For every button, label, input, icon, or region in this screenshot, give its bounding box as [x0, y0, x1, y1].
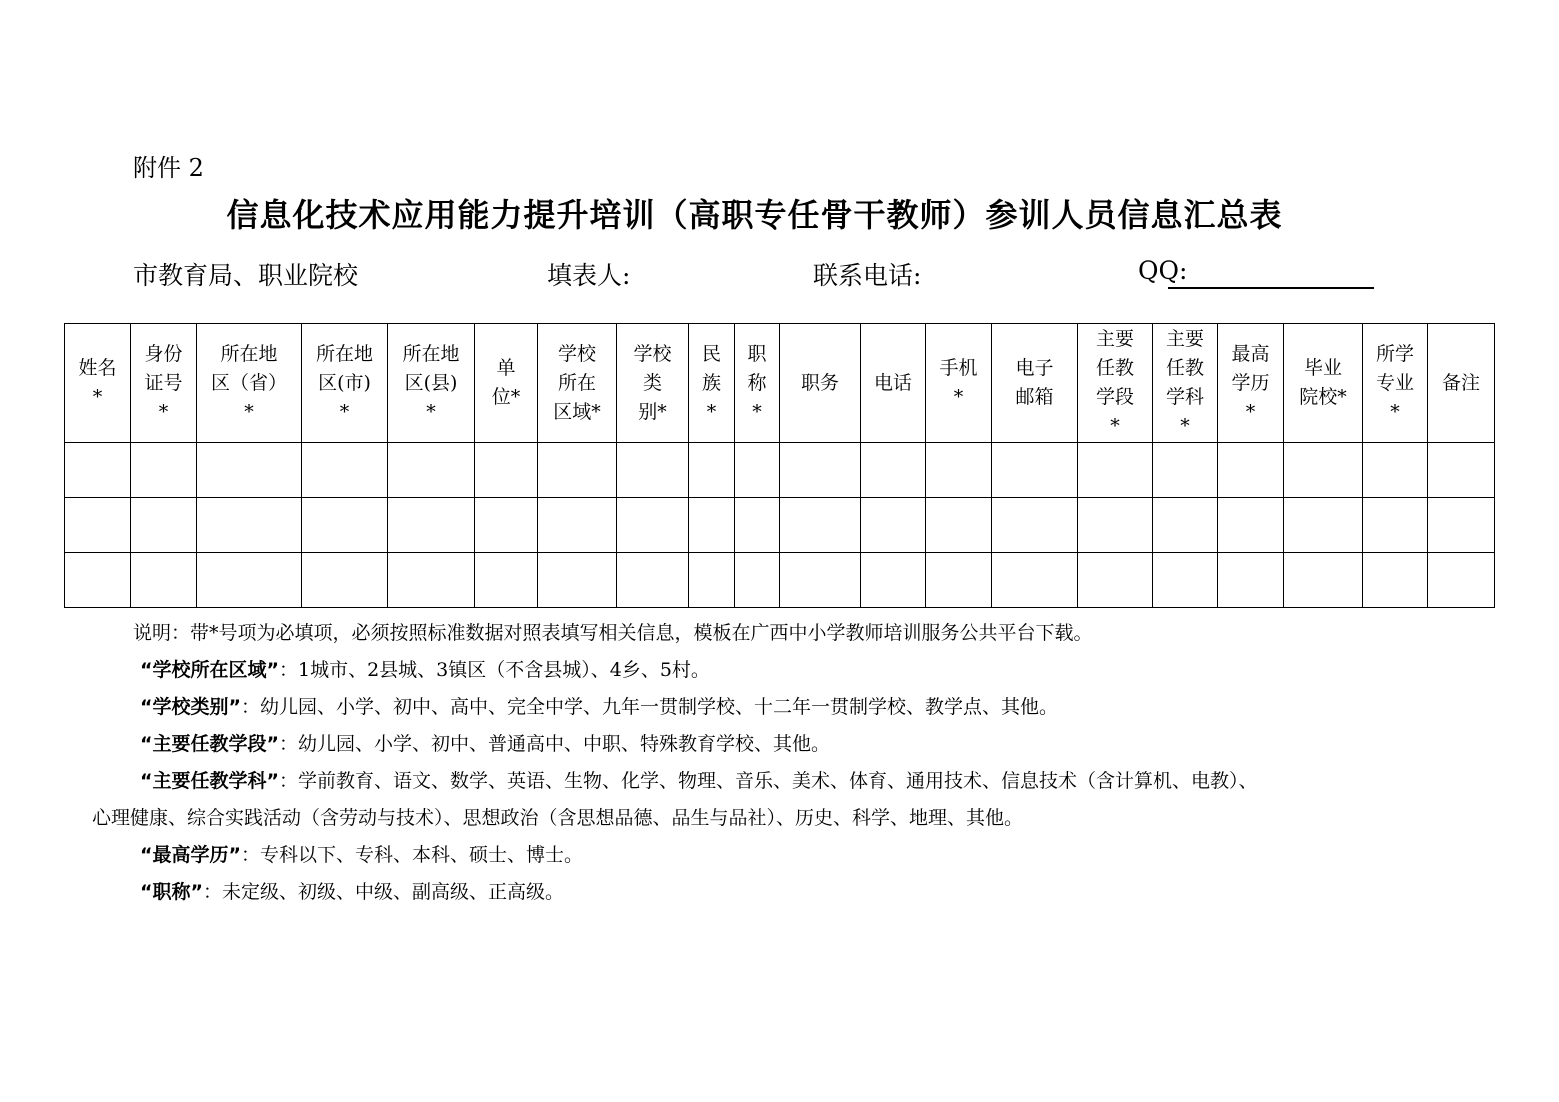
header-label: 备注 [1441, 371, 1480, 394]
table-cell[interactable] [1078, 498, 1153, 553]
table-cell[interactable] [1153, 553, 1218, 608]
table-cell[interactable] [131, 443, 197, 498]
note-school-type-label: “学校类别” [140, 696, 241, 718]
table-cell[interactable] [302, 443, 388, 498]
note-school-type-text: ：幼儿园、小学、初中、高中、完全中学、九年一贯制学校、十二年一贯制学校、教学点、其他。 [240, 696, 1058, 718]
table-cell[interactable] [388, 553, 475, 608]
table-row [65, 553, 1495, 608]
note-title-text: ：未定级、初级、中级、副高级、正高级。 [202, 881, 564, 903]
qq-label: QQ: [1138, 256, 1188, 285]
header-label: 单 位* [491, 357, 521, 408]
table-cell[interactable] [302, 553, 388, 608]
table-cell[interactable] [65, 498, 131, 553]
header-cell [1153, 324, 1218, 443]
table-cell[interactable] [1153, 443, 1218, 498]
header-label: 姓名 * [78, 357, 117, 408]
table-header-row [65, 324, 1495, 443]
header-cell [1284, 324, 1363, 443]
table-cell[interactable] [131, 553, 197, 608]
table-cell[interactable] [131, 498, 197, 553]
header-label: 所在地 区（省） * [210, 342, 287, 423]
table-cell[interactable] [1363, 498, 1428, 553]
header-cell [735, 324, 780, 443]
table-cell[interactable] [861, 498, 926, 553]
qq-underline [1168, 287, 1374, 289]
note-school-type [140, 692, 1058, 719]
table-cell[interactable] [1363, 553, 1428, 608]
table-cell[interactable] [617, 443, 689, 498]
header-label: 主要 任教 学段 * [1095, 328, 1134, 437]
table-cell[interactable] [475, 443, 538, 498]
header-cell [538, 324, 617, 443]
table-cell[interactable] [1428, 553, 1495, 608]
header-cell [1363, 324, 1428, 443]
table-cell[interactable] [197, 498, 302, 553]
header-label: 民 族 * [701, 342, 721, 423]
header-cell [1078, 324, 1153, 443]
table-cell[interactable] [1078, 553, 1153, 608]
header-label: 所在地 区(县) * [402, 342, 460, 423]
table-cell[interactable] [992, 498, 1078, 553]
table-cell[interactable] [1363, 443, 1428, 498]
table-cell[interactable] [197, 553, 302, 608]
header-label: 职务 [800, 371, 839, 394]
table-cell[interactable] [1428, 498, 1495, 553]
table-cell[interactable] [735, 443, 780, 498]
header-cell [302, 324, 388, 443]
table-cell[interactable] [1153, 498, 1218, 553]
table-row [65, 443, 1495, 498]
table-cell[interactable] [689, 443, 735, 498]
header-label: 身份 证号 * [144, 342, 183, 423]
header-cell [1218, 324, 1284, 443]
table-cell[interactable] [780, 553, 861, 608]
table-cell[interactable] [617, 498, 689, 553]
header-label: 学校 所在 区域* [553, 342, 601, 423]
table-cell[interactable] [861, 443, 926, 498]
phone-label: 联系电话: [813, 261, 922, 290]
header-label: 所学 专业 * [1375, 342, 1414, 423]
document-title: 信息化技术应用能力提升培训（高职专任骨干教师）参训人员信息汇总表 [226, 196, 1283, 234]
header-label: 学校 类 别* [633, 342, 672, 423]
table-cell[interactable] [617, 553, 689, 608]
table-cell[interactable] [538, 443, 617, 498]
table-cell[interactable] [388, 498, 475, 553]
table-cell[interactable] [475, 498, 538, 553]
participant-table [64, 323, 1495, 608]
table-cell[interactable] [1428, 443, 1495, 498]
table-cell[interactable] [992, 553, 1078, 608]
header-cell [992, 324, 1078, 443]
table-cell[interactable] [197, 443, 302, 498]
header-label: 电子 邮箱 [1015, 357, 1054, 408]
header-cell [475, 324, 538, 443]
attachment-label: 附件 2 [133, 154, 204, 182]
note-subject-label: “主要任教学科” [140, 770, 279, 792]
table-cell[interactable] [1284, 498, 1363, 553]
table-cell[interactable] [1218, 498, 1284, 553]
table-cell[interactable] [689, 553, 735, 608]
filler-label: 填表人: [547, 261, 631, 290]
header-cell [197, 324, 302, 443]
note-stage-text: ：幼儿园、小学、初中、普通高中、中职、特殊教育学校、其他。 [278, 733, 830, 755]
table-cell[interactable] [538, 553, 617, 608]
table-cell[interactable] [735, 498, 780, 553]
table-cell[interactable] [475, 553, 538, 608]
header-label: 电话 [873, 371, 912, 394]
note-title-label: “职称” [140, 881, 203, 903]
header-cell [780, 324, 861, 443]
header-cell [1428, 324, 1495, 443]
table-cell[interactable] [302, 498, 388, 553]
note-subject-text: ：学前教育、语文、数学、英语、生物、化学、物理、音乐、美术、体育、通用技术、信息技术（含计算机、电教）、 [278, 770, 1258, 792]
header-label: 职 称 * [747, 342, 767, 423]
header-cell [388, 324, 475, 443]
header-cell [926, 324, 992, 443]
note-subject [140, 766, 1258, 793]
table-cell[interactable] [689, 498, 735, 553]
table-cell[interactable] [926, 443, 992, 498]
header-label: 最高 学历 * [1231, 342, 1270, 423]
note-region-text: ：1城市、2县城、3镇区（不含县城）、4乡、5村。 [278, 659, 710, 681]
note-education-text: ：专科以下、专科、本科、硕士、博士。 [240, 844, 583, 866]
table-cell[interactable] [926, 553, 992, 608]
table-cell[interactable] [861, 553, 926, 608]
header-label: 主要 任教 学科 * [1165, 328, 1204, 437]
table-cell[interactable] [1078, 443, 1153, 498]
header-label: 所在地 区(市) * [315, 342, 373, 423]
note-region [140, 655, 710, 682]
table-cell[interactable] [780, 443, 861, 498]
header-cell [617, 324, 689, 443]
note-region-label: “学校所在区域” [140, 659, 279, 681]
table-cell[interactable] [1284, 443, 1363, 498]
header-cell [861, 324, 926, 443]
table-cell[interactable] [926, 498, 992, 553]
note-education [140, 840, 583, 867]
table-cell[interactable] [1218, 553, 1284, 608]
table-cell[interactable] [780, 498, 861, 553]
note-education-label: “最高学历” [140, 844, 241, 866]
note-stage [140, 729, 830, 756]
table-cell[interactable] [538, 498, 617, 553]
table-cell[interactable] [388, 443, 475, 498]
note-stage-label: “主要任教学段” [140, 733, 279, 755]
table-cell[interactable] [1218, 443, 1284, 498]
table-cell[interactable] [65, 553, 131, 608]
header-label: 手机 * [939, 357, 978, 408]
header-cell [65, 324, 131, 443]
note-subject-continued: 心理健康、综合实践活动（含劳动与技术）、思想政治（含思想品德、品生与品社）、历史、科学、地理、其他。 [92, 807, 1024, 829]
header-cell [689, 324, 735, 443]
table-cell[interactable] [735, 553, 780, 608]
org-label: 市教育局、职业院校 [133, 261, 359, 290]
note-title [140, 877, 564, 904]
table-cell[interactable] [992, 443, 1078, 498]
table-row [65, 498, 1495, 553]
note-intro: 说明：带*号项为必填项，必须按照标准数据对照表填写相关信息，模板在广西中小学教师培训服务公共平台下载。 [133, 622, 1093, 644]
table-cell[interactable] [1284, 553, 1363, 608]
header-label: 毕业 院校* [1299, 357, 1347, 408]
header-cell [131, 324, 197, 443]
table-cell[interactable] [65, 443, 131, 498]
